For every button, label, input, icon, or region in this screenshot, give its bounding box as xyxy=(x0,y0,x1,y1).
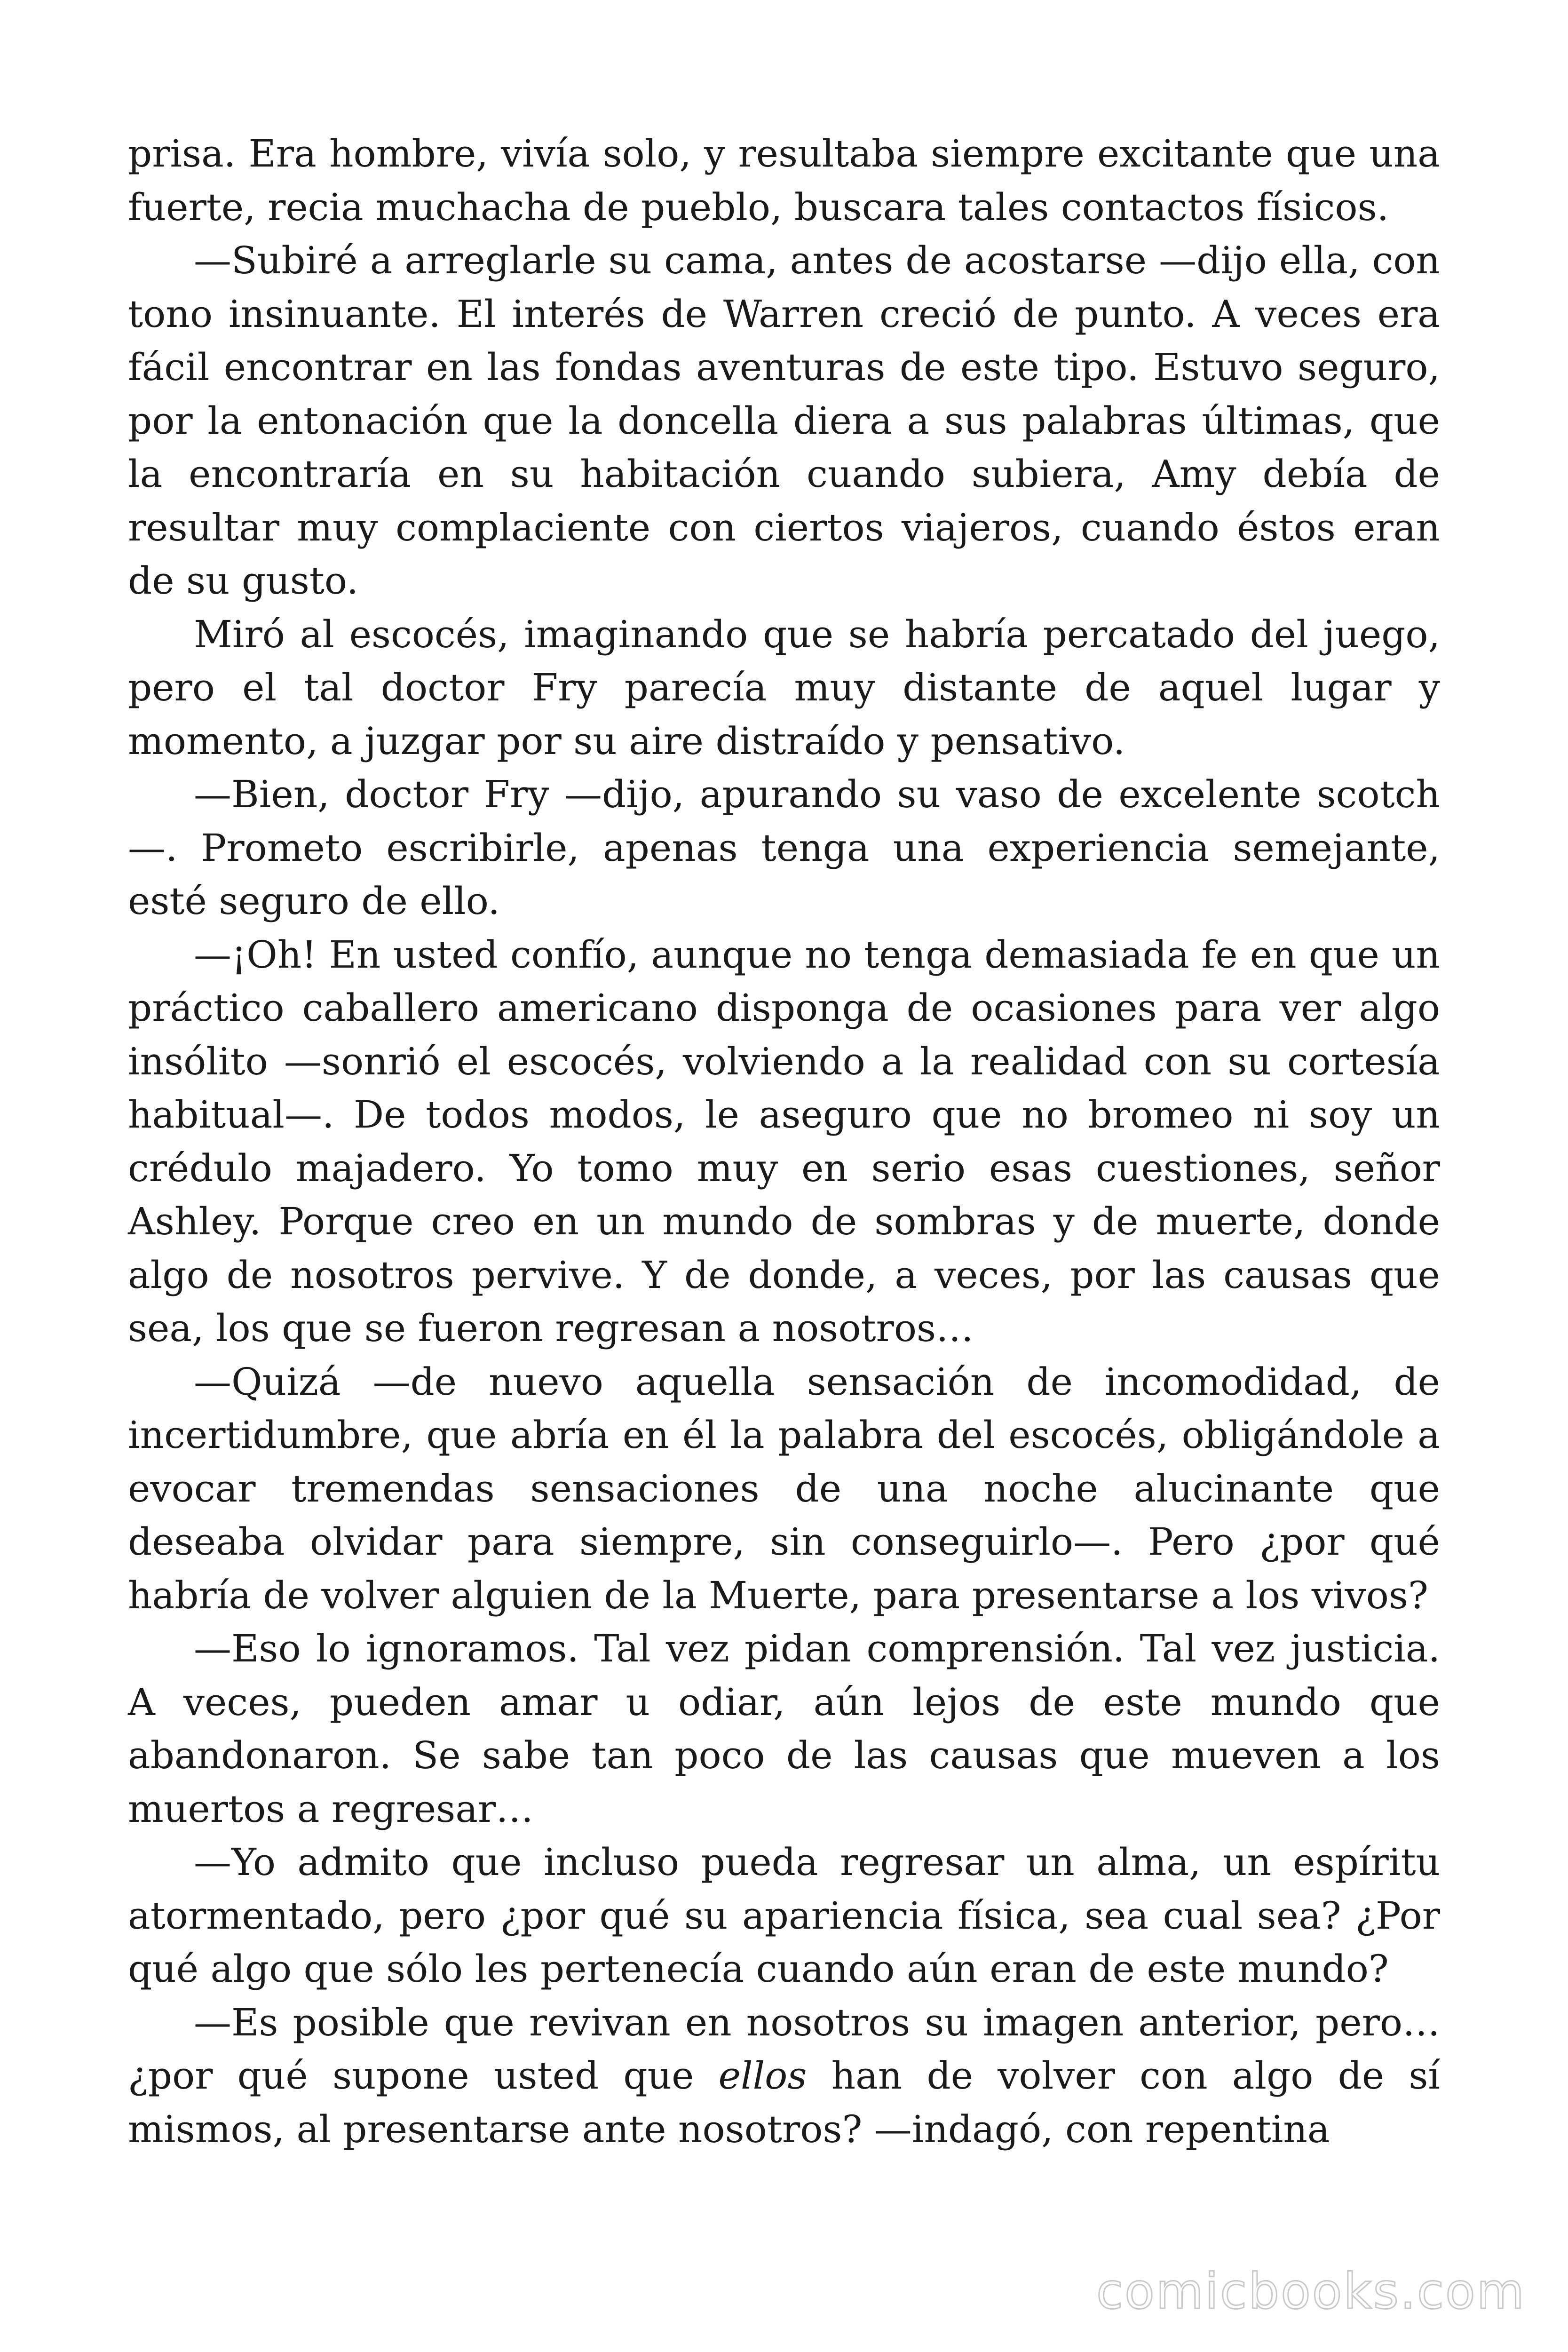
paragraph xyxy=(128,768,1440,928)
paragraph-text: prisa. Era hombre, vivía solo, y resultaba siempre excitante que una fuerte, recia muchacha de pueblo, buscara tales contactos físicos. xyxy=(128,132,1440,229)
paragraph-text: —Subiré a arreglarle su cama, antes de acostarse —dijo ella, con tono insinuante. El interés de Warren creció de punto. A veces era fácil encontrar en las fondas aventuras de este tipo. Estuvo seguro, por la entonación que la doncella diera a sus palabras últimas, que la encontraría en su habitación cuando subiera, Amy debía de resultar muy complaciente con ciertos viajeros, cuando éstos eran de su gusto. xyxy=(128,238,1440,603)
paragraph-text: —Yo admito que incluso pueda regresar un alma, un espíritu atormentado, pero ¿por qué su apariencia física, sea cual sea? ¿Por qué algo que sólo les pertenecía cuando aún eran de este mundo? xyxy=(128,1840,1440,1991)
paragraph-text: —Bien, doctor Fry —dijo, apurando su vaso de excelente scotch —. Prometo escribirle, apenas tenga una experiencia semejante, esté seguro de ello. xyxy=(128,772,1440,923)
paragraph xyxy=(128,1996,1440,2156)
paragraph xyxy=(128,234,1440,608)
paragraph xyxy=(128,127,1440,234)
paragraph xyxy=(128,1355,1440,1622)
paragraph-text: —Es posible que revivan en nosotros su imagen anterior, pero… ¿por qué supone usted que xyxy=(128,2000,1440,2098)
paragraph xyxy=(128,1836,1440,1996)
paragraph xyxy=(128,928,1440,1355)
paragraph xyxy=(128,1622,1440,1836)
paragraph-text: —Quizá —de nuevo aquella sensación de incomodidad, de incertidumbre, que abría en él la palabra del escocés, obligándole a evocar tremendas sensaciones de una noche alucinante que deseaba olvidar para siempre, sin conseguirlo—. Pero ¿por qué habría de volver alguien de la Muerte, para presentarse a los vivos? xyxy=(128,1359,1440,1617)
paragraph-text: Miró al escocés, imaginando que se habría percatado del juego, pero el tal doctor Fry parecía muy distante de aquel lugar y momento, a juzgar por su aire distraído y pensativo. xyxy=(128,612,1440,763)
italic-text: ellos xyxy=(718,2054,807,2098)
paragraph-text: —Eso lo ignoramos. Tal vez pidan comprensión. Tal vez justicia. A veces, pueden amar u odiar, aún lejos de este mundo que abandonaron. Se sabe tan poco de las causas que mueven a los muertos a regresar… xyxy=(128,1627,1440,1831)
paragraph-text: —¡Oh! En usted confío, aunque no tenga demasiada fe en que un práctico caballero americano disponga de ocasiones para ver algo insólito —sonrió el escocés, volviendo a la realidad con su cortesía habitual—. De todos modos, le aseguro que no bromeo ni soy un crédulo majadero. Yo tomo muy en serio esas cuestiones, señor Ashley. Porque creo en un mundo de sombras y de muerte, donde algo de nosotros pervive. Y de donde, a veces, por las causas que sea, los que se fueron regresan a nosotros… xyxy=(128,932,1440,1350)
paragraph-text: han de volver con algo de sí mismos, al presentarse ante nosotros? —indagó, con repentina xyxy=(128,2054,1440,2151)
body-text xyxy=(128,127,1440,2156)
paragraph xyxy=(128,608,1440,768)
watermark: comicbooks.com xyxy=(1096,2263,1526,2320)
